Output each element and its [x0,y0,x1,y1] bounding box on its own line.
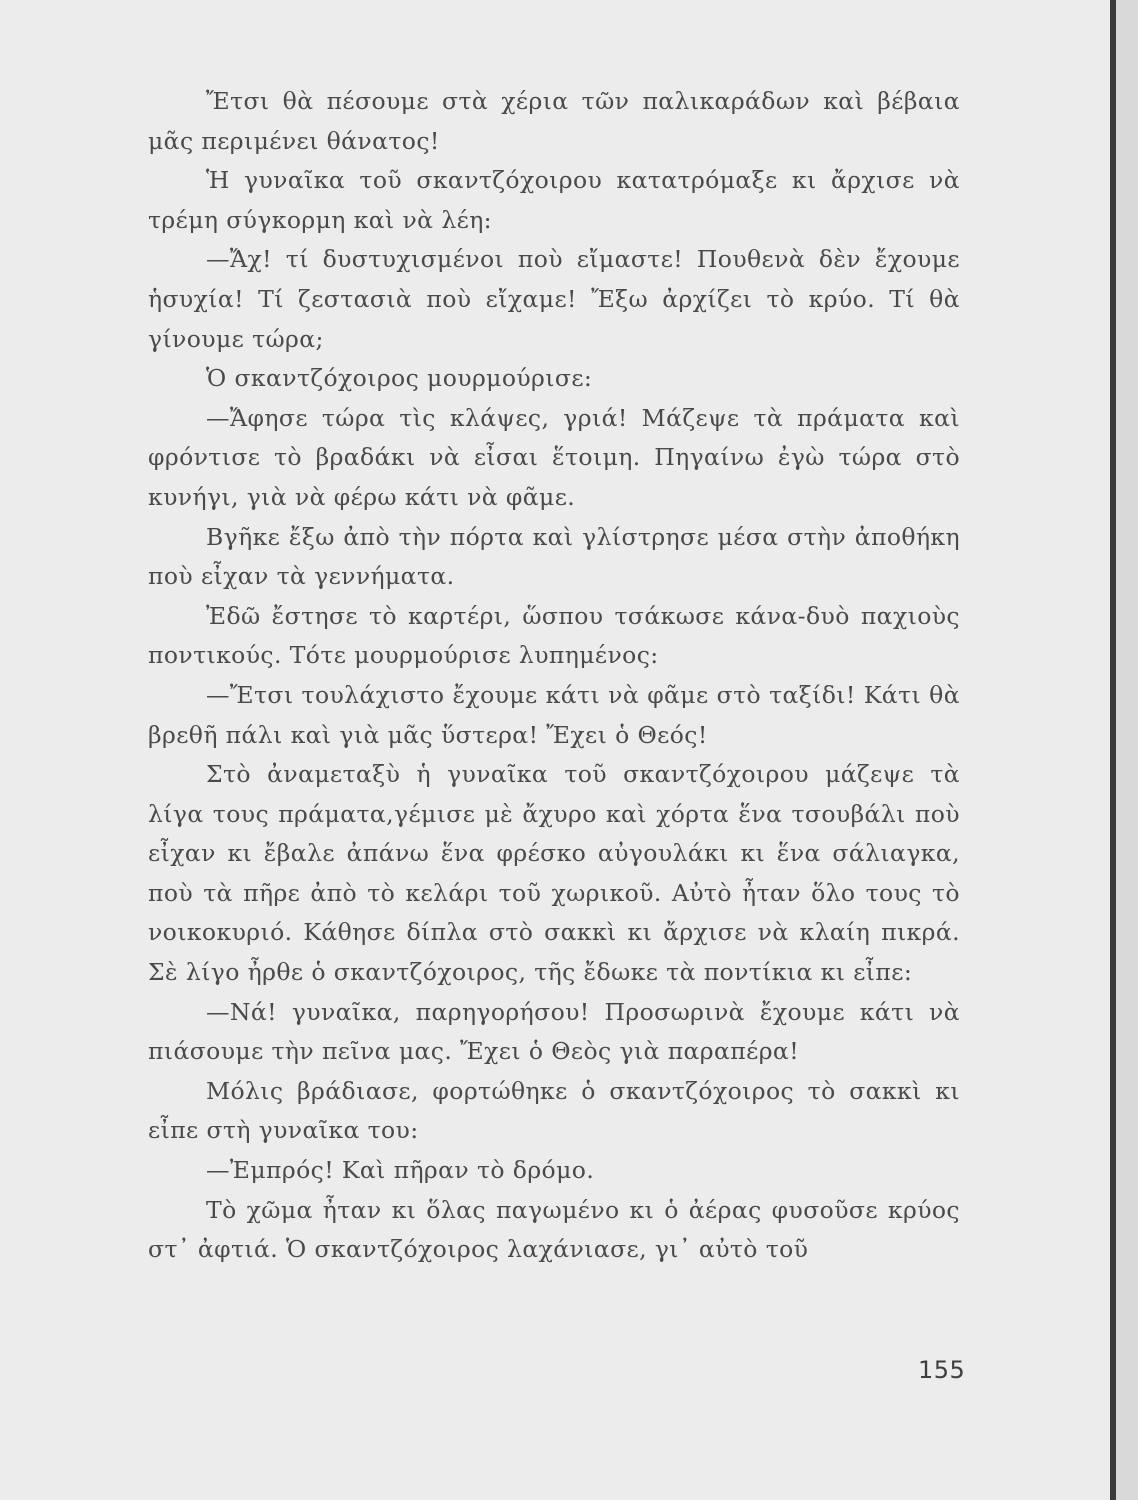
paragraph: —Νά! γυναῖκα, παρηγορήσου! Προσωρινὰ ἔχουμε κάτι νὰ πιάσουμε τὴν πεῖνα μας. Ἔχει ὁ Θεὸς γιὰ παραπέρα! [148,997,960,1066]
paragraph: Βγῆκε ἔξω ἀπὸ τὴν πόρτα καὶ γλίστρησε μέσα στὴν ἀποθήκη ποὺ εἶχαν τὰ γεννήματα. [148,522,960,591]
paragraph: Ἡ γυναῖκα τοῦ σκαντζόχοιρου κατατρόμαξε κι ἄρχισε νὰ τρέμη σύγκορμη καὶ νὰ λέη: [148,166,960,234]
paragraph: Ὁ σκαντζόχοιρος μουρμούρισε: [206,364,593,393]
paragraph: Μόλις βράδιασε, φορτώθηκε ὁ σκαντζόχοιρος τὸ σακκὶ κι εἶπε στὴ γυναῖκα του: [148,1076,960,1145]
page-number: 155 [918,1356,966,1384]
paragraph: Ἔτσι θὰ πέσουμε στὰ χέρια τῶν παλικαράδων καὶ βέβαια μᾶς περιμένει θάνατος! [148,87,960,155]
paragraph: —Ἔτσι τουλάχιστο ἔχουμε κάτι νὰ φᾶμε στὸ ταξίδι! Κάτι θὰ βρεθῆ πάλι καὶ γιὰ μᾶς ὕστερα! Ἔχει ὁ Θεός! [148,680,960,749]
body-text [148,82,960,1270]
paragraph: —Ἄχ! τί δυστυχισμένοι ποὺ εἴμαστε! Πουθενὰ δὲν ἔχουμε ἡσυχία! Τί ζεστασιὰ ποὺ εἴχαμε! Ἔξω ἀρχίζει τὸ κρύο. Τί θὰ γίνουμε τώρα; [148,245,960,353]
paragraph: —Ἐμπρός! Καὶ πῆραν τὸ δρόμο. [206,1156,595,1185]
paragraph: Ἐδῶ ἔστησε τὸ καρτέρι, ὥσπου τσάκωσε κάνα-δυὸ παχιοὺς ποντικούς. Τότε μουρμούρισε λυπημένος: [148,601,960,670]
paragraph: Στὸ ἀναμεταξὺ ἡ γυναῖκα τοῦ σκαντζόχοιρου μάζεψε τὰ λίγα τους πράματα,γέμισε μὲ ἄχυρο καὶ χόρτα ἕνα τσουβάλι ποὺ εἶχαν κι ἔβαλε ἀπάνω ἕνα φρέσκο αὐγουλάκι κι ἕνα σάλιαγκα, ποὺ τὰ πῆρε ἀπὸ τὸ κελάρι τοῦ χωρικοῦ. Αὐτὸ ἦταν ὅλο τους τὸ νοικοκυριό. Κάθησε δίπλα στὸ σακκὶ κι ἄρχισε νὰ κλαίη πικρά. Σὲ λίγο ἦρθε ὁ σκαντζόχοιρος, τῆς ἔδωκε τὰ ποντίκια κι εἶπε: [148,760,960,987]
paragraph: —Ἄφησε τώρα τὶς κλάψες, γριά! Μάζεψε τὰ πράματα καὶ φρόντισε τὸ βραδάκι νὰ εἶσαι ἕτοιμη. Πηγαίνω ἐγὼ τώρα στὸ κυνήγι, γιὰ νὰ φέρω κάτι νὰ φᾶμε. [148,403,960,511]
paragraph: Τὸ χῶμα ἦταν κι ὅλας παγωμένο κι ὁ ἀέρας φυσοῦσε κρύος στ᾽ ἀφτιά. Ὁ σκαντζόχοιρος λαχάνιασε, γι᾽ αὐτὸ τοῦ [148,1195,960,1264]
